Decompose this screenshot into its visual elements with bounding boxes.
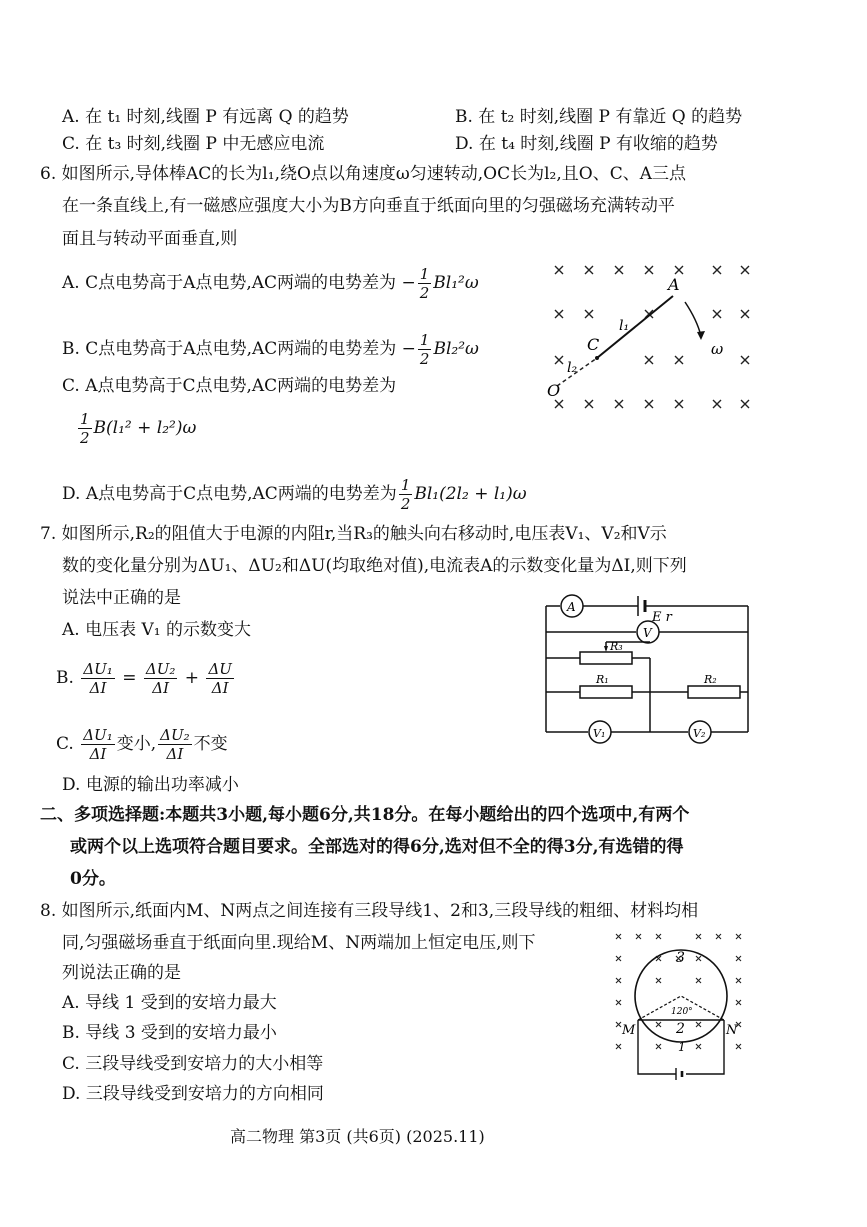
source-label: E r	[652, 610, 672, 625]
q6-figure	[545, 258, 760, 418]
q6-option-a-text: A. C点电势高于A点电势,AC两端的电势差为 −	[62, 273, 416, 293]
magnetic-field-crosses	[555, 266, 749, 408]
label-c: C	[587, 335, 600, 354]
q7-stem-line3: 说法中正确的是	[62, 588, 181, 608]
section2-line1: 二、多项选择题:本题共3小题,每小题6分,共18分。在每小题给出的四个选项中,有两个	[40, 805, 690, 825]
q8-stem-line3: 列说法正确的是	[62, 963, 181, 983]
ammeter-label: A	[567, 600, 576, 614]
label-l1: l₁	[619, 318, 630, 334]
q8-stem-line2: 同,匀强磁场垂直于纸面向里.现给M、N两端加上恒定电压,则下	[62, 933, 536, 953]
v1-label: V₁	[593, 727, 606, 740]
q6-stem-line1: 6. 如图所示,导体棒AC的长为l₁,绕O点以角速度ω匀速转动,OC长为l₂,且O、C、A三点	[40, 164, 686, 184]
q5-option-a: A. 在 t₁ 时刻,线圈 P 有远离 Q 的趋势	[62, 107, 349, 127]
label-a: A	[668, 275, 680, 294]
q5-option-d: D. 在 t₄ 时刻,线圈 P 有收缩的趋势	[455, 134, 718, 154]
r2-label: R₂	[704, 673, 717, 686]
section2-line2: 或两个以上选项符合题目要求。全部选对的得6分,选对但不全的得3分,有选错的得	[70, 837, 684, 857]
r3-label: R₃	[610, 640, 623, 653]
q8-option-d: D. 三段导线受到安培力的方向相同	[62, 1084, 324, 1104]
q7-option-a: A. 电压表 V₁ 的示数变大	[62, 620, 251, 640]
q6-option-a-expr: Bl₁²ω	[433, 273, 479, 293]
q6-stem-line3: 面且与转动平面垂直,则	[62, 229, 238, 249]
q8-option-a: A. 导线 1 受到的安培力最大	[62, 993, 277, 1013]
half-fraction: $\frac{1}{2}$	[419, 265, 430, 302]
label-omega: ω	[711, 340, 724, 358]
v2-label: V₂	[693, 727, 706, 740]
label-o: O	[547, 381, 561, 400]
point-n-label: N	[726, 1023, 738, 1038]
wire-2-label: 2	[676, 1021, 685, 1037]
q6-option-c-expr-line	[76, 410, 196, 447]
angle-label: 120°	[671, 1007, 693, 1017]
wire-1-label: 1	[678, 1040, 686, 1054]
q7-option-b: B. $\frac{\text{ΔU₁}}{\Delta I}$ = $\frac{\text{ΔU₂}}{\Delta I}$ + $\frac{\Delta U}{\Delta I}$	[56, 660, 232, 697]
half-fraction: $\frac{1}{2}$	[80, 410, 90, 447]
q7-circuit-figure	[540, 592, 755, 752]
rod-ac	[597, 296, 673, 358]
q6-option-b-text: B. C点电势高于A点电势,AC两端的电势差为 −	[62, 339, 416, 359]
q6-option-c-expr: B(l₁² + l₂²)ω	[93, 418, 197, 438]
wire-3-label: 3	[676, 950, 685, 966]
q7-stem-line2: 数的变化量分别为ΔU₁、ΔU₂和ΔU(均取绝对值),电流表A的示数变化量为ΔI,则下列	[62, 556, 687, 576]
q7-stem-line1: 7. 如图所示,R₂的阻值大于电源的内阻r,当R₃的触头向右移动时,电压表V₁、V₂和V示	[40, 524, 667, 544]
q8-option-b: B. 导线 3 受到的安培力最小	[62, 1023, 277, 1043]
q6-option-d-expr: Bl₁(2l₂ + l₁)ω	[414, 484, 527, 504]
r1-label: R₁	[596, 673, 609, 686]
q5-option-c: C. 在 t₃ 时刻,线圈 P 中无感应电流	[62, 134, 325, 154]
q8-figure	[608, 926, 758, 1086]
q6-option-c-line1: C. A点电势高于C点电势,AC两端的电势差为	[62, 376, 397, 396]
label-l2: l₂	[567, 360, 578, 376]
voltmeter-label: V	[643, 626, 652, 640]
q5-option-b: B. 在 t₂ 时刻,线圈 P 有靠近 Q 的趋势	[455, 107, 743, 127]
q6-stem-line2: 在一条直线上,有一磁感应强度大小为B方向垂直于纸面向里的匀强磁场充满转动平	[62, 196, 675, 216]
q8-stem-line1: 8. 如图所示,纸面内M、N两点之间连接有三段导线1、2和3,三段导线的粗细、材料均相	[40, 901, 699, 921]
point-m-label: M	[622, 1023, 636, 1038]
page-footer: 高二物理 第3页 (共6页) (2025.11)	[230, 1127, 485, 1146]
q6-option-a	[62, 265, 479, 302]
half-fraction: $\frac{1}{2}$	[400, 476, 411, 513]
q6-option-d	[62, 476, 527, 513]
rotation-arrow	[685, 302, 701, 336]
q8-option-c: C. 三段导线受到安培力的大小相等	[62, 1054, 324, 1074]
section2-line3: 0分。	[70, 869, 116, 889]
q6-option-b-expr: Bl₂²ω	[433, 339, 479, 359]
q6-option-d-text: D. A点电势高于C点电势,AC两端的电势差为	[62, 484, 397, 504]
q7-option-d: D. 电源的输出功率减小	[62, 775, 239, 795]
q6-option-b	[62, 331, 479, 368]
q7-option-c: C. $\frac{\text{ΔU₁}}{\Delta I}$ 变小, $\frac{\text{ΔU₂}}{\Delta I}$ 不变	[56, 726, 228, 763]
half-fraction: $\frac{1}{2}$	[419, 331, 430, 368]
